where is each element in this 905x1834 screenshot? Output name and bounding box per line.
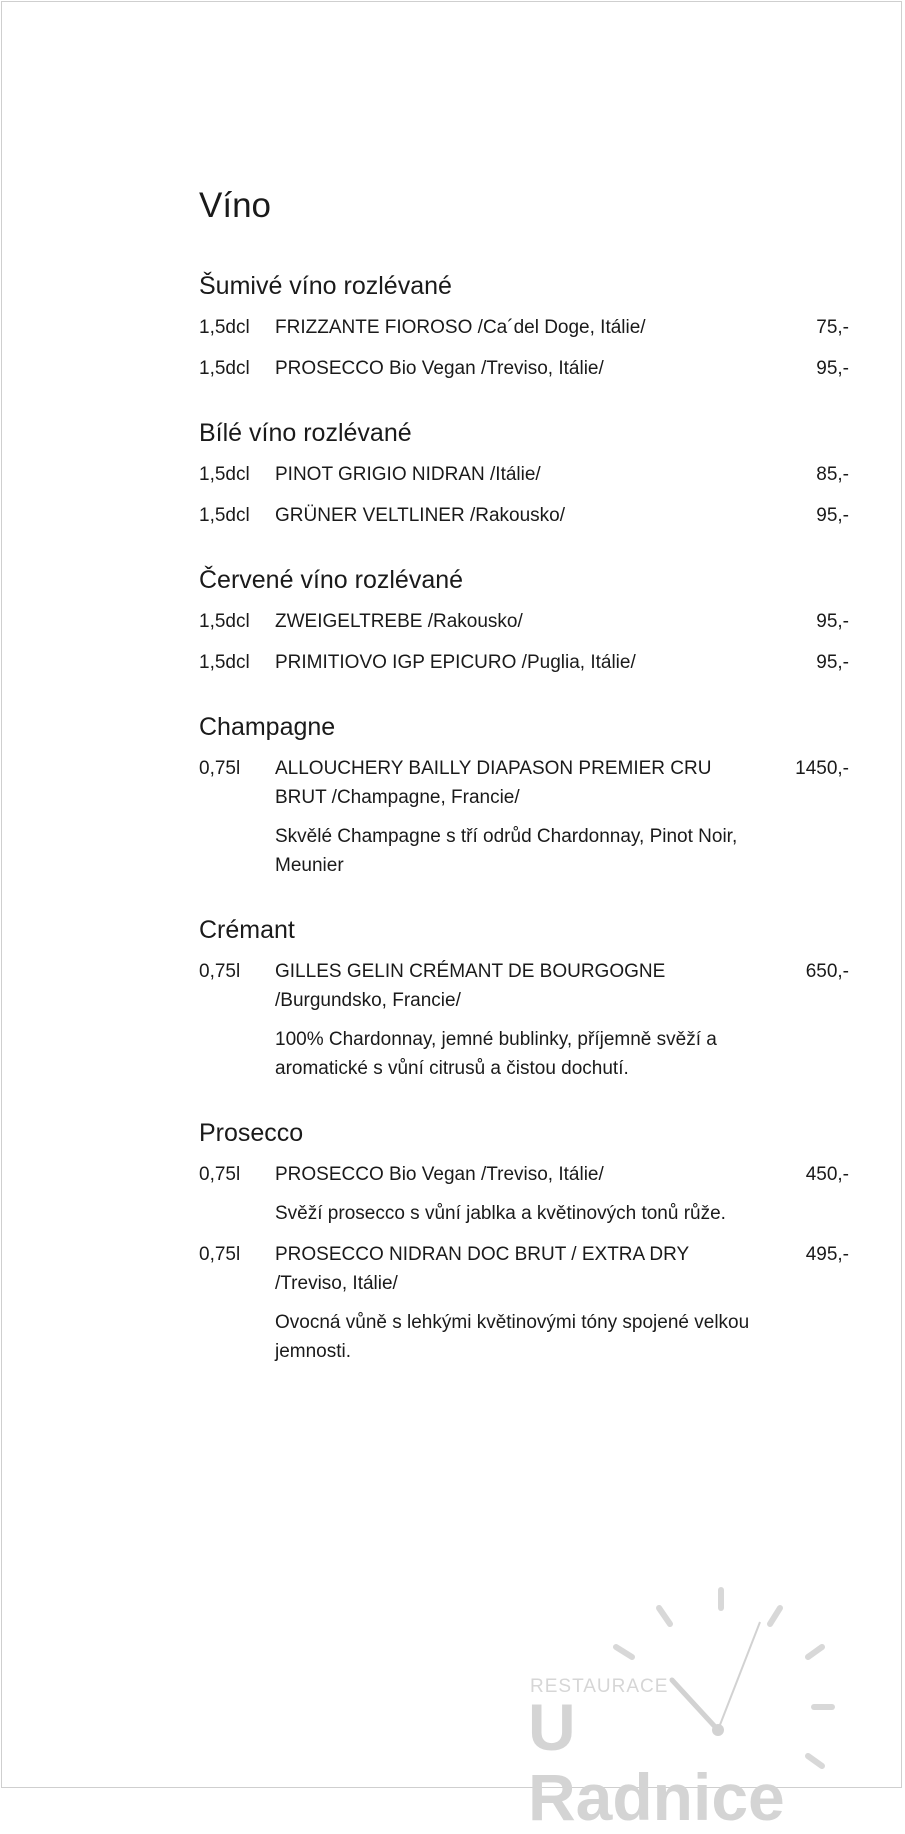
item-price: 75,- [816,317,849,338]
item-description: Skvělé Champagne s tří odrůd Chardonnay, Pinot Noir, Meunier [275,826,738,876]
item-price: 650,- [805,961,849,982]
item-origin: /Itálie/ [484,464,541,485]
item-body [275,501,765,530]
item-origin: /Treviso, Itálie/ [275,1273,398,1294]
section-title: Champagne [199,713,336,741]
item-volume: 1,5dcl [199,652,250,673]
item-price: 95,- [816,652,849,673]
section-title: Bílé víno rozlévané [199,419,412,447]
menu-item [199,754,849,880]
item-body [275,1240,765,1366]
item-name: ZWEIGELTREBE [275,611,423,632]
item-volume: 0,75l [199,1244,241,1265]
menu-section [199,269,849,383]
item-body [275,1160,765,1228]
item-origin: Bio Vegan /Treviso, Itálie/ [383,358,604,379]
item-body [275,607,765,636]
item-origin: /Burgundsko, Francie/ [275,990,461,1011]
item-price: 95,- [816,611,849,632]
menu-sections [199,269,849,1366]
item-description: 100% Chardonnay, jemné bublinky, příjemně svěží a aromatické s vůní citrusů a čistou dochutí. [275,1029,717,1079]
menu-section [199,1116,849,1366]
item-name: PROSECCO NIDRAN DOC BRUT / EXTRA DRY [275,1244,689,1265]
logo-restaurace-text: RESTAURACE [530,1676,669,1697]
menu-section [199,563,849,677]
menu-section [199,913,849,1083]
menu-item [199,460,849,489]
item-price: 1450,- [795,758,849,779]
item-name: FRIZZANTE FIOROSO [275,317,473,338]
item-name: PINOT GRIGIO NIDRAN [275,464,485,485]
item-volume: 0,75l [199,961,241,982]
item-origin: /Champagne, Francie/ [326,787,520,808]
item-body [275,957,765,1083]
item-price: 95,- [816,505,849,526]
menu-section [199,416,849,530]
item-origin: /Rakousko/ [422,611,523,632]
item-origin: /Ca´del Doge, Itálie/ [472,317,646,338]
menu-content [199,182,849,1399]
item-body [275,313,765,342]
item-name: GILLES GELIN CRÉMANT DE BOURGOGNE [275,961,666,982]
item-origin: /Rakousko/ [464,505,566,526]
section-title: Crémant [199,916,295,944]
item-price: 95,- [816,358,849,379]
item-body [275,460,765,489]
item-description: Svěží prosecco s vůní jablka a květinových tonů růže. [275,1203,726,1224]
menu-item [199,648,849,677]
item-price: 450,- [805,1164,849,1185]
item-origin: Bio Vegan /Treviso, Itálie/ [383,1164,604,1185]
item-price: 85,- [816,464,849,485]
menu-item [199,501,849,530]
menu-item [199,957,849,1083]
menu-section [199,710,849,880]
item-volume: 1,5dcl [199,358,250,379]
item-volume: 0,75l [199,758,241,779]
item-name: ALLOUCHERY BAILLY DIAPASON PREMIER CRU BRUT [275,758,712,808]
logo-name-text: U Radnice [528,1690,785,1834]
menu-item [199,354,849,383]
section-title: Šumivé víno rozlévané [199,272,452,300]
item-volume: 1,5dcl [199,317,250,338]
restaurant-logo [522,1580,842,1834]
item-volume: 1,5dcl [199,611,250,632]
menu-item [199,1240,849,1366]
menu-page [1,1,902,1834]
item-description: Ovocná vůně s lehkými květinovými tóny spojené velkou jemnosti. [275,1312,750,1362]
item-name: PROSECCO [275,358,384,379]
item-body [275,754,765,880]
item-body [275,648,765,677]
item-name: PROSECCO [275,1164,384,1185]
item-origin: /Puglia, Itálie/ [516,652,636,673]
item-volume: 0,75l [199,1164,241,1185]
section-title: Prosecco [199,1119,304,1147]
page-title: Víno [199,186,271,225]
menu-item [199,607,849,636]
item-price: 495,- [805,1244,849,1265]
menu-item [199,313,849,342]
item-volume: 1,5dcl [199,505,250,526]
item-name: GRÜNER VELTLINER [275,505,465,526]
menu-item [199,1160,849,1228]
item-volume: 1,5dcl [199,464,250,485]
item-name: PRIMITIOVO IGP EPICURO [275,652,517,673]
item-body [275,354,765,383]
section-title: Červené víno rozlévané [199,566,464,594]
